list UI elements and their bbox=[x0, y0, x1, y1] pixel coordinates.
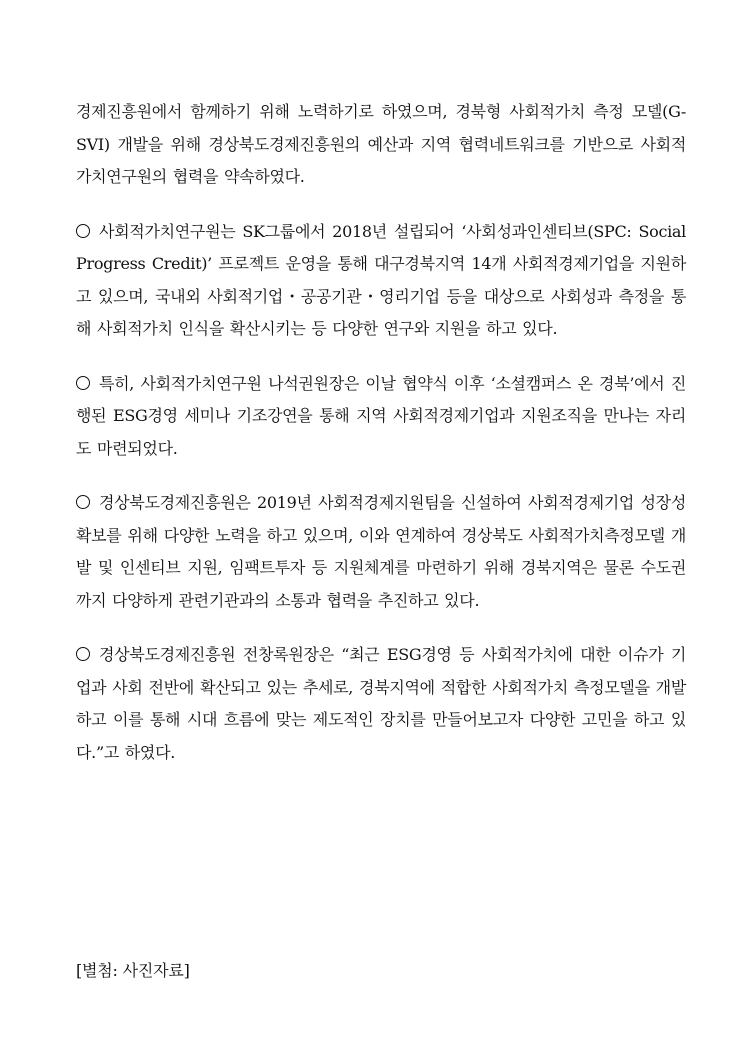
circle-bullet-icon bbox=[76, 376, 90, 390]
paragraph-3 bbox=[76, 368, 686, 466]
paragraph-5 bbox=[76, 639, 686, 769]
paragraph-1-text: 경제진흥원에서 함께하기 위해 노력하기로 하였으며, 경북형 사회적가치 측정 모델(G-SVI) 개발을 위해 경상북도경제진흥원의 예산과 지역 협력네트워크를 기반으로 사회적가치연구원의 협력을 약속하였다. bbox=[76, 102, 686, 186]
document-body bbox=[76, 96, 686, 791]
paragraph-4 bbox=[76, 487, 686, 617]
paragraph-2 bbox=[76, 216, 686, 346]
paragraph-4-text: 경상북도경제진흥원은 2019년 사회적경제지원팀을 신설하여 사회적경제기업 성장성 확보를 위해 다양한 노력을 하고 있으며, 이와 연계하여 경상북도 사회적가치측정모델 개발 및 인센티브 지원, 임팩트투자 등 지원체계를 마련하기 위해 경북지역은 물론 수도권까지 다양하게 관련기관과의 소통과 협력을 추진하고 있다. bbox=[76, 493, 686, 610]
circle-bullet-icon bbox=[76, 495, 90, 509]
circle-bullet-icon bbox=[76, 647, 90, 661]
circle-bullet-icon bbox=[76, 224, 90, 238]
paragraph-5-text: 경상북도경제진흥원 전창록원장은 “최근 ESG경영 등 사회적가치에 대한 이슈가 기업과 사회 전반에 확산되고 있는 추세로, 경북지역에 적합한 사회적가치 측정모델을 개발하고 이를 통해 시대 흐름에 맞는 제도적인 장치를 만들어보고자 다양한 고민을 하고 있다.”고 하였다. bbox=[76, 645, 686, 762]
paragraph-1 bbox=[76, 96, 686, 194]
paragraph-3-text: 특히, 사회적가치연구원 나석권원장은 이날 협약식 이후 ‘소셜캠퍼스 온 경북’에서 진행된 ESG경영 세미나 기조강연을 통해 지역 사회적경제기업과 지원조직을 만나는 자리도 마련되었다. bbox=[76, 373, 686, 458]
attachment-label: [별첨: 사진자료] bbox=[76, 961, 190, 980]
paragraph-2-text: 사회적가치연구원는 SK그룹에서 2018년 설립되어 ‘사회성과인센티브(SPC: Social Progress Credit)’ 프로젝트 운영을 통해 대구경북지역 14개 사회적경제기업을 지원하고 있으며, 국내외 사회적기업・공공기관・영리기업 등을 대상으로 사회성과 측정을 통해 사회적가치 인식을 확산시키는 등 다양한 연구와 지원을 하고 있다. bbox=[76, 221, 686, 338]
